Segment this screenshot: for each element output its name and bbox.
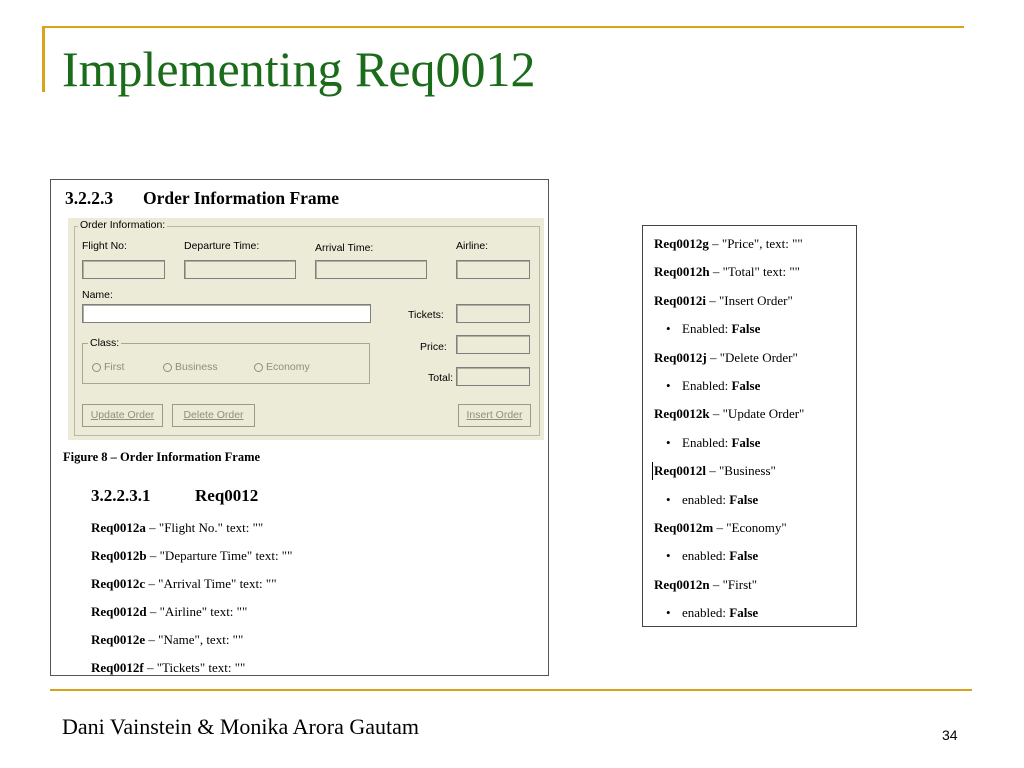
list-item [654, 234, 804, 262]
req-text: – "First" [709, 576, 758, 592]
list-item [91, 630, 292, 658]
slide-title: Implementing Req0012 [62, 41, 536, 97]
section-number: 3.2.2.3 [65, 188, 114, 208]
accent-bar-vertical [42, 26, 45, 92]
price-label: Price: [420, 341, 447, 353]
bullet-item [654, 433, 804, 461]
enabled-prefix: enabled: [682, 548, 730, 564]
req-id: Req0012h [654, 264, 710, 280]
req-text: – "Insert Order" [706, 292, 793, 308]
list-item [654, 291, 804, 319]
flight-no-field[interactable] [82, 260, 165, 279]
list-item [91, 518, 292, 546]
req-id: Req0012i [654, 292, 706, 308]
req-text: – "Airline" text: "" [146, 604, 248, 619]
bullet-item [654, 603, 804, 631]
radio-circle-icon [92, 363, 101, 372]
list-item [91, 658, 292, 686]
enabled-value: False [729, 491, 759, 507]
update-order-button[interactable]: Update Order [82, 404, 163, 427]
req-text: – "Tickets" text: "" [143, 660, 246, 675]
req-text: – "Arrival Time" text: "" [145, 576, 277, 591]
enabled-prefix: Enabled: [682, 434, 732, 450]
req-id: Req0012f [91, 660, 144, 675]
req-text: – "Business" [706, 463, 776, 479]
list-item [654, 575, 804, 603]
req-text: – "Flight No." text: "" [145, 520, 264, 535]
list-item [91, 602, 292, 630]
radio-business-label: Business [175, 361, 218, 373]
order-information-frame [68, 218, 544, 440]
enabled-value: False [731, 434, 761, 450]
req-id: Req0012b [91, 548, 147, 563]
list-item [654, 404, 804, 432]
req-id: Req0012k [654, 406, 710, 422]
airline-field[interactable] [456, 260, 530, 279]
order-information-label: Order Information: [80, 219, 166, 231]
radio-circle-icon [254, 363, 263, 372]
req-id: Req0012a [91, 520, 146, 535]
list-item [91, 574, 292, 602]
bullet-item [654, 490, 804, 518]
enabled-value: False [729, 548, 759, 564]
enabled-value: False [731, 321, 761, 337]
req-id: Req0012l [654, 463, 706, 479]
page-number: 34 [942, 727, 958, 743]
section-heading [65, 188, 339, 209]
req-id: Req0012n [654, 576, 710, 592]
accent-bar-top [42, 26, 964, 28]
airline-label: Airline: [456, 240, 489, 252]
total-field[interactable] [456, 367, 530, 386]
arrival-time-label: Arrival Time: [315, 242, 374, 254]
req-id: Req0012g [654, 236, 709, 251]
list-item [654, 348, 804, 376]
subsection-number: 3.2.2.3.1 [91, 486, 151, 505]
insert-order-button[interactable]: Insert Order [458, 404, 531, 427]
name-field[interactable] [82, 304, 371, 323]
requirements-document-right [642, 225, 857, 627]
enabled-prefix: Enabled: [682, 377, 732, 393]
subsection-heading [91, 486, 258, 506]
class-label: Class: [90, 337, 120, 349]
list-item [91, 546, 292, 574]
radio-first[interactable] [92, 361, 124, 373]
tickets-label: Tickets: [408, 309, 444, 321]
departure-time-field[interactable] [184, 260, 296, 279]
class-groupbox [82, 343, 370, 384]
req-id: Req0012c [91, 576, 146, 591]
enabled-value: False [729, 605, 759, 621]
requirements-list-left [91, 518, 292, 686]
name-label: Name: [82, 289, 113, 301]
enabled-prefix: enabled: [682, 491, 730, 507]
radio-circle-icon [163, 363, 172, 372]
list-item [654, 461, 804, 489]
delete-order-button[interactable]: Delete Order [172, 404, 255, 427]
req-id: Req0012j [654, 349, 707, 365]
enabled-value: False [731, 377, 761, 393]
text-cursor [652, 462, 653, 480]
figure-caption: Figure 8 – Order Information Frame [63, 450, 261, 464]
radio-business[interactable] [163, 361, 218, 373]
req-text: – "Economy" [713, 519, 787, 535]
bullet-item [654, 319, 804, 347]
arrival-time-field[interactable] [315, 260, 427, 279]
enabled-prefix: enabled: [682, 605, 730, 621]
req-id: Req0012d [91, 604, 147, 619]
price-field[interactable] [456, 335, 530, 354]
req-text: – "Price", text: "" [708, 236, 803, 251]
departure-time-label: Departure Time: [184, 240, 260, 252]
accent-bar-bottom [50, 689, 972, 691]
subsection-title: Req0012 [195, 486, 259, 505]
radio-economy-label: Economy [266, 361, 310, 373]
req-text: – "Name", text: "" [145, 632, 244, 647]
req-id: Req0012e [91, 632, 146, 647]
req-text: – "Total" text: "" [709, 264, 800, 280]
tickets-field[interactable] [456, 304, 530, 323]
list-item [654, 518, 804, 546]
footer-authors: Dani Vainstein & Monika Arora Gautam [62, 714, 420, 739]
requirements-list-right [654, 234, 804, 631]
order-frame-document [50, 179, 549, 676]
flight-no-label: Flight No: [82, 240, 127, 252]
bullet-item [654, 376, 804, 404]
radio-economy[interactable] [254, 361, 310, 373]
radio-first-label: First [104, 361, 125, 373]
req-text: – "Departure Time" text: "" [146, 548, 293, 563]
req-text: – "Delete Order" [706, 349, 798, 365]
req-text: – "Update Order" [709, 406, 805, 422]
total-label: Total: [428, 372, 454, 384]
list-item [654, 262, 804, 290]
bullet-item [654, 546, 804, 574]
section-title: Order Information Frame [143, 188, 340, 208]
enabled-prefix: Enabled: [682, 321, 732, 337]
req-id: Req0012m [654, 519, 714, 535]
